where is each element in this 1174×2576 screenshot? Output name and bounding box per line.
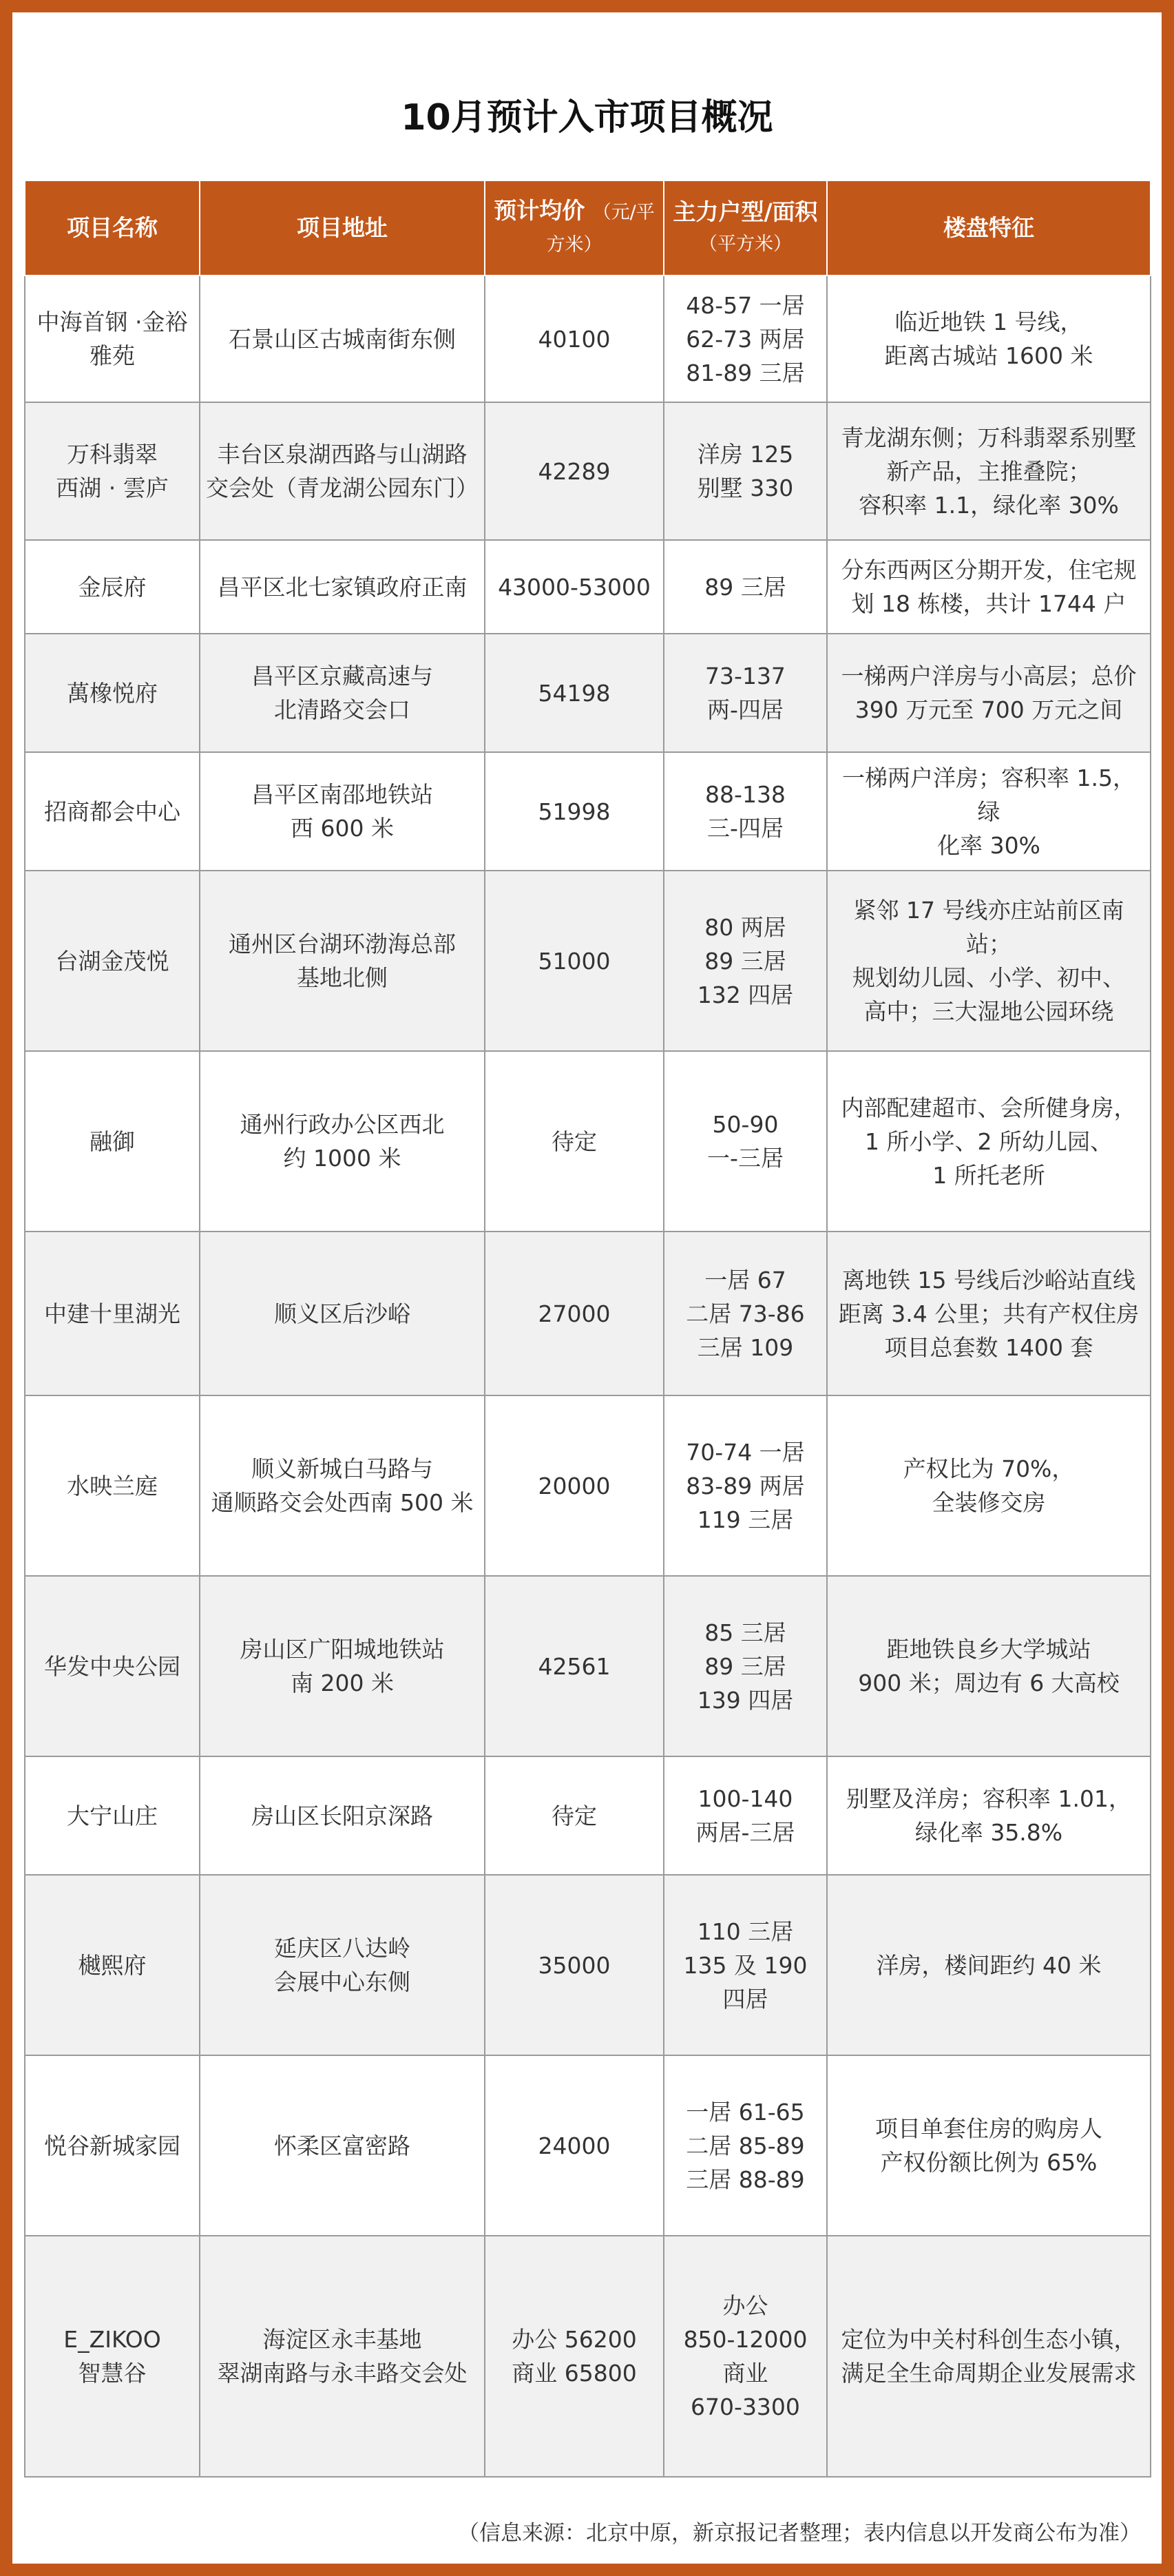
cell-line: 54198	[538, 679, 611, 707]
cell-line: 产权比为 70%，	[903, 1455, 1075, 1482]
cell-line: 390 万元至 700 万元之间	[855, 696, 1123, 723]
cell-line: 四居	[722, 1985, 768, 2013]
cell-address	[200, 540, 485, 634]
cell-price	[485, 2236, 664, 2477]
table-row	[25, 1875, 1151, 2055]
cell-price	[485, 634, 664, 752]
cell-line: 高中；三大湿地公园环绕	[863, 998, 1114, 1025]
cell-line: 智慧谷	[78, 2360, 147, 2387]
table-row	[25, 1756, 1151, 1875]
cell-layout	[664, 752, 827, 871]
cell-line: 翠湖南路与永丰路交会处	[217, 2360, 468, 2387]
cell-line: 35000	[538, 1951, 611, 1979]
header-features: 楼盘特征	[827, 180, 1151, 276]
cell-layout	[664, 1576, 827, 1756]
cell-line: 135 及 190	[683, 1951, 808, 1979]
cell-line: 约 1000 米	[283, 1145, 401, 1172]
cell-layout	[664, 634, 827, 752]
cell-line: 房山区长阳京深路	[251, 1802, 433, 1829]
cell-layout	[664, 2236, 827, 2477]
cell-line: 三-四居	[707, 815, 784, 842]
cell-line: 昌平区京藏高速与	[251, 663, 433, 689]
cell-line: 二居 85-89	[686, 2132, 805, 2159]
cell-name	[25, 871, 200, 1051]
cell-features	[827, 1051, 1151, 1232]
cell-line: 大宁山庄	[67, 1802, 158, 1829]
cell-layout	[664, 1756, 827, 1875]
table-row	[25, 402, 1151, 540]
cell-line: 20000	[538, 1472, 611, 1499]
cell-line: 24000	[538, 2132, 611, 2159]
cell-layout	[664, 540, 827, 634]
cell-address	[200, 1395, 485, 1576]
cell-line: 一居 61-65	[686, 2098, 805, 2126]
cell-line: 1 所托老所	[932, 1161, 1045, 1189]
cell-features	[827, 634, 1151, 752]
table-row	[25, 634, 1151, 752]
cell-name	[25, 1875, 200, 2055]
table-row	[25, 276, 1151, 402]
cell-line: 洋房 125	[697, 441, 794, 468]
table-row	[25, 1576, 1151, 1756]
cell-price	[485, 540, 664, 634]
cell-line: 产权份额比例为 65%	[880, 2149, 1098, 2176]
cell-line: 89 三居	[704, 947, 786, 975]
cell-line: 台湖金茂悦	[55, 947, 169, 975]
info-card	[12, 12, 1162, 2564]
cell-line: 招商都会中心	[44, 798, 180, 825]
cell-line: 三居 109	[697, 1333, 794, 1361]
cell-line: 分东西两区分期开发，住宅规	[841, 557, 1137, 583]
cell-line: 一梯两户洋房与小高层；总价	[841, 663, 1137, 689]
cell-line: 三居 88-89	[686, 2165, 805, 2193]
cell-line: 规划幼儿园、小学、初中、	[852, 964, 1125, 991]
cell-line: 紧邻 17 号线亦庄站前区南站；	[853, 897, 1124, 957]
cell-price	[485, 1875, 664, 2055]
header-price: 预计均价 （元/平方米）	[485, 180, 664, 276]
cell-address	[200, 2055, 485, 2236]
cell-features	[827, 1756, 1151, 1875]
table-row	[25, 871, 1151, 1051]
cell-line: 62-73 两居	[686, 325, 805, 353]
cell-layout	[664, 1051, 827, 1232]
cell-name	[25, 1232, 200, 1395]
cell-price	[485, 1051, 664, 1232]
cell-features	[827, 1232, 1151, 1395]
cell-layout	[664, 1232, 827, 1395]
cell-line: 48-57 一居	[686, 291, 805, 319]
header-layout: 主力户型/面积 （平方米）	[664, 180, 827, 276]
cell-line: 83-89 两居	[686, 1472, 805, 1499]
cell-line: 100-140	[698, 1785, 793, 1812]
cell-line: 132 四居	[697, 981, 794, 1008]
cell-line: 会展中心东侧	[274, 1969, 410, 1995]
cell-features	[827, 1395, 1151, 1576]
cell-price	[485, 1232, 664, 1395]
cell-line: 距离古城站 1600 米	[884, 342, 1093, 369]
cell-line: 119 三居	[697, 1506, 794, 1533]
cell-line: 1 所小学、2 所幼儿园、	[865, 1128, 1113, 1155]
projects-table	[24, 180, 1151, 2478]
cell-line: 别墅及洋房；容积率 1.01，	[846, 1785, 1131, 1812]
table-row	[25, 540, 1151, 634]
cell-name	[25, 276, 200, 402]
cell-line: 80 两居	[704, 913, 786, 941]
cell-name	[25, 1395, 200, 1576]
cell-address	[200, 1875, 485, 2055]
cell-name	[25, 2236, 200, 2477]
cell-features	[827, 752, 1151, 871]
cell-layout	[664, 276, 827, 402]
cell-line: 新产品，主推叠院；	[886, 457, 1091, 485]
cell-line: 华发中央公园	[44, 1652, 180, 1680]
cell-line: 别墅 330	[697, 475, 794, 501]
cell-line: 项目总套数 1400 套	[884, 1333, 1093, 1361]
cell-line: E_ZIKOO	[63, 2326, 161, 2353]
cell-address	[200, 2236, 485, 2477]
cell-name	[25, 2055, 200, 2236]
table-row	[25, 2236, 1151, 2477]
cell-address	[200, 1232, 485, 1395]
cell-line: 两-四居	[707, 696, 784, 723]
cell-line: 通顺路交会处西南 500 米	[211, 1489, 474, 1516]
cell-line: 雅苑	[90, 342, 135, 369]
cell-line: 全装修交房	[932, 1489, 1046, 1516]
cell-line: 中建十里湖光	[44, 1300, 180, 1327]
cell-price	[485, 1576, 664, 1756]
cell-features	[827, 2055, 1151, 2236]
cell-name	[25, 1576, 200, 1756]
cell-line: 交会处（青龙湖公园东门）	[206, 475, 479, 501]
cell-line: 900 米；周边有 6 大高校	[858, 1670, 1120, 1696]
cell-line: 定位为中关村科创生态小镇，	[841, 2326, 1137, 2353]
cell-line: 40100	[538, 325, 611, 353]
cell-line: 待定	[552, 1128, 597, 1155]
cell-line: 临近地铁 1 号线，	[894, 309, 1083, 335]
cell-line: 商业	[722, 2360, 768, 2387]
cell-features	[827, 540, 1151, 634]
cell-line: 樾熙府	[78, 1951, 147, 1979]
cell-name	[25, 1051, 200, 1232]
cell-line: 办公	[722, 2292, 768, 2319]
cell-line: 延庆区八达岭	[274, 1935, 410, 1962]
cell-line: 51998	[538, 798, 611, 825]
table-row	[25, 1232, 1151, 1395]
page-title: 10月预计入市项目概况	[401, 97, 773, 138]
cell-line: 85 三居	[704, 1619, 786, 1646]
cell-line: 通州行政办公区西北	[240, 1111, 445, 1138]
table-header-row	[25, 180, 1151, 276]
table-row	[25, 1051, 1151, 1232]
cell-line: 办公 56200	[512, 2326, 637, 2353]
cell-line: 水映兰庭	[67, 1472, 158, 1499]
cell-name	[25, 402, 200, 540]
cell-line: 昌平区南邵地铁站	[251, 781, 433, 808]
cell-line: 73-137	[705, 663, 786, 689]
cell-address	[200, 402, 485, 540]
cell-line: 绿化率 35.8%	[914, 1819, 1063, 1846]
cell-line: 西 600 米	[291, 815, 394, 842]
cell-line: 萬橡悦府	[67, 679, 158, 707]
cell-line: 石景山区古城南街东侧	[229, 325, 456, 353]
cell-line: 二居 73-86	[686, 1300, 805, 1327]
cell-name	[25, 540, 200, 634]
cell-line: 距离 3.4 公里；共有产权住房	[838, 1300, 1140, 1327]
cell-line: 81-89 三居	[686, 359, 805, 386]
header-address: 项目地址	[200, 180, 485, 276]
cell-features	[827, 1875, 1151, 2055]
cell-line: 离地铁 15 号线后沙峪站直线	[842, 1266, 1135, 1294]
cell-line: 洋房，楼间距约 40 米	[876, 1951, 1102, 1979]
cell-line: 房山区广阳城地铁站	[240, 1636, 445, 1663]
cell-line: 110 三居	[697, 1918, 794, 1945]
cell-line: 一梯两户洋房；容积率 1.5，绿	[842, 764, 1135, 825]
cell-line: 顺义新城白马路与	[251, 1455, 433, 1482]
cell-address	[200, 1051, 485, 1232]
cell-name	[25, 634, 200, 752]
cell-address	[200, 752, 485, 871]
cell-price	[485, 752, 664, 871]
cell-line: 两居-三居	[695, 1819, 795, 1846]
cell-line: 距地铁良乡大学城站	[886, 1636, 1091, 1663]
cell-features	[827, 276, 1151, 402]
cell-line: 70-74 一居	[686, 1438, 805, 1466]
cell-line: 昌平区北七家镇政府正南	[217, 573, 468, 601]
cell-line: 化率 30%	[937, 831, 1040, 859]
cell-line: 西湖 · 雲庐	[56, 475, 169, 501]
cell-address	[200, 1756, 485, 1875]
cell-line: 139 四居	[697, 1686, 794, 1714]
cell-line: 51000	[538, 947, 611, 975]
cell-features	[827, 871, 1151, 1051]
cell-line: 万科翡翠	[67, 441, 158, 468]
cell-price	[485, 402, 664, 540]
cell-line: 容积率 1.1，绿化率 30%	[859, 491, 1119, 519]
cell-line: 丰台区泉湖西路与山湖路	[217, 441, 468, 468]
cell-features	[827, 402, 1151, 540]
cell-layout	[664, 871, 827, 1051]
cell-line: 一-三居	[707, 1145, 784, 1172]
cell-line: 42289	[538, 457, 611, 485]
cell-address	[200, 1576, 485, 1756]
cell-name	[25, 752, 200, 871]
source-note: （信息来源：北京中原，新京报记者整理；表内信息以开发商公布为准）	[458, 2521, 1141, 2546]
cell-line: 88-138	[705, 781, 786, 808]
cell-line: 南 200 米	[291, 1670, 394, 1696]
cell-line: 27000	[538, 1300, 611, 1327]
cell-line: 中海首钢 ·金裕	[36, 309, 188, 335]
cell-line: 项目单套住房的购房人	[875, 2115, 1102, 2142]
cell-price	[485, 871, 664, 1051]
cell-layout	[664, 1875, 827, 2055]
cell-line: 一居 67	[704, 1266, 786, 1294]
cell-features	[827, 2236, 1151, 2477]
cell-line: 怀柔区富密路	[274, 2132, 410, 2159]
cell-line: 顺义区后沙峪	[274, 1300, 410, 1327]
cell-line: 商业 65800	[512, 2360, 637, 2387]
table-row	[25, 752, 1151, 871]
header-name: 项目名称	[25, 180, 200, 276]
cell-line: 金辰府	[78, 573, 147, 601]
cell-price	[485, 1756, 664, 1875]
cell-line: 海淀区永丰基地	[262, 2326, 422, 2353]
cell-line: 北清路交会口	[274, 696, 410, 723]
cell-features	[827, 1576, 1151, 1756]
cell-line: 42561	[538, 1652, 611, 1680]
cell-line: 89 三居	[704, 1652, 786, 1680]
cell-line: 青龙湖东侧；万科翡翠系别墅	[841, 424, 1137, 451]
cell-line: 划 18 栋楼，共计 1744 户	[851, 590, 1126, 617]
cell-price	[485, 2055, 664, 2236]
cell-line: 满足全生命周期企业发展需求	[841, 2360, 1137, 2387]
cell-line: 850-12000	[683, 2326, 808, 2353]
cell-line: 融御	[90, 1128, 135, 1155]
cell-address	[200, 276, 485, 402]
cell-line: 通州区台湖环渤海总部	[229, 931, 456, 957]
cell-price	[485, 1395, 664, 1576]
cell-price	[485, 276, 664, 402]
cell-line: 基地北侧	[297, 964, 388, 991]
cell-layout	[664, 2055, 827, 2236]
cell-line: 670-3300	[691, 2393, 800, 2420]
cell-line: 43000-53000	[498, 573, 651, 601]
cell-line: 内部配建超市、会所健身房，	[841, 1094, 1137, 1121]
cell-line: 悦谷新城家园	[44, 2132, 180, 2159]
cell-line: 待定	[552, 1802, 597, 1829]
cell-address	[200, 871, 485, 1051]
cell-line: 89 三居	[704, 573, 786, 601]
table-row	[25, 2055, 1151, 2236]
cell-layout	[664, 1395, 827, 1576]
cell-name	[25, 1756, 200, 1875]
cell-address	[200, 634, 485, 752]
table-row	[25, 1395, 1151, 1576]
cell-line: 50-90	[712, 1111, 779, 1138]
cell-layout	[664, 402, 827, 540]
